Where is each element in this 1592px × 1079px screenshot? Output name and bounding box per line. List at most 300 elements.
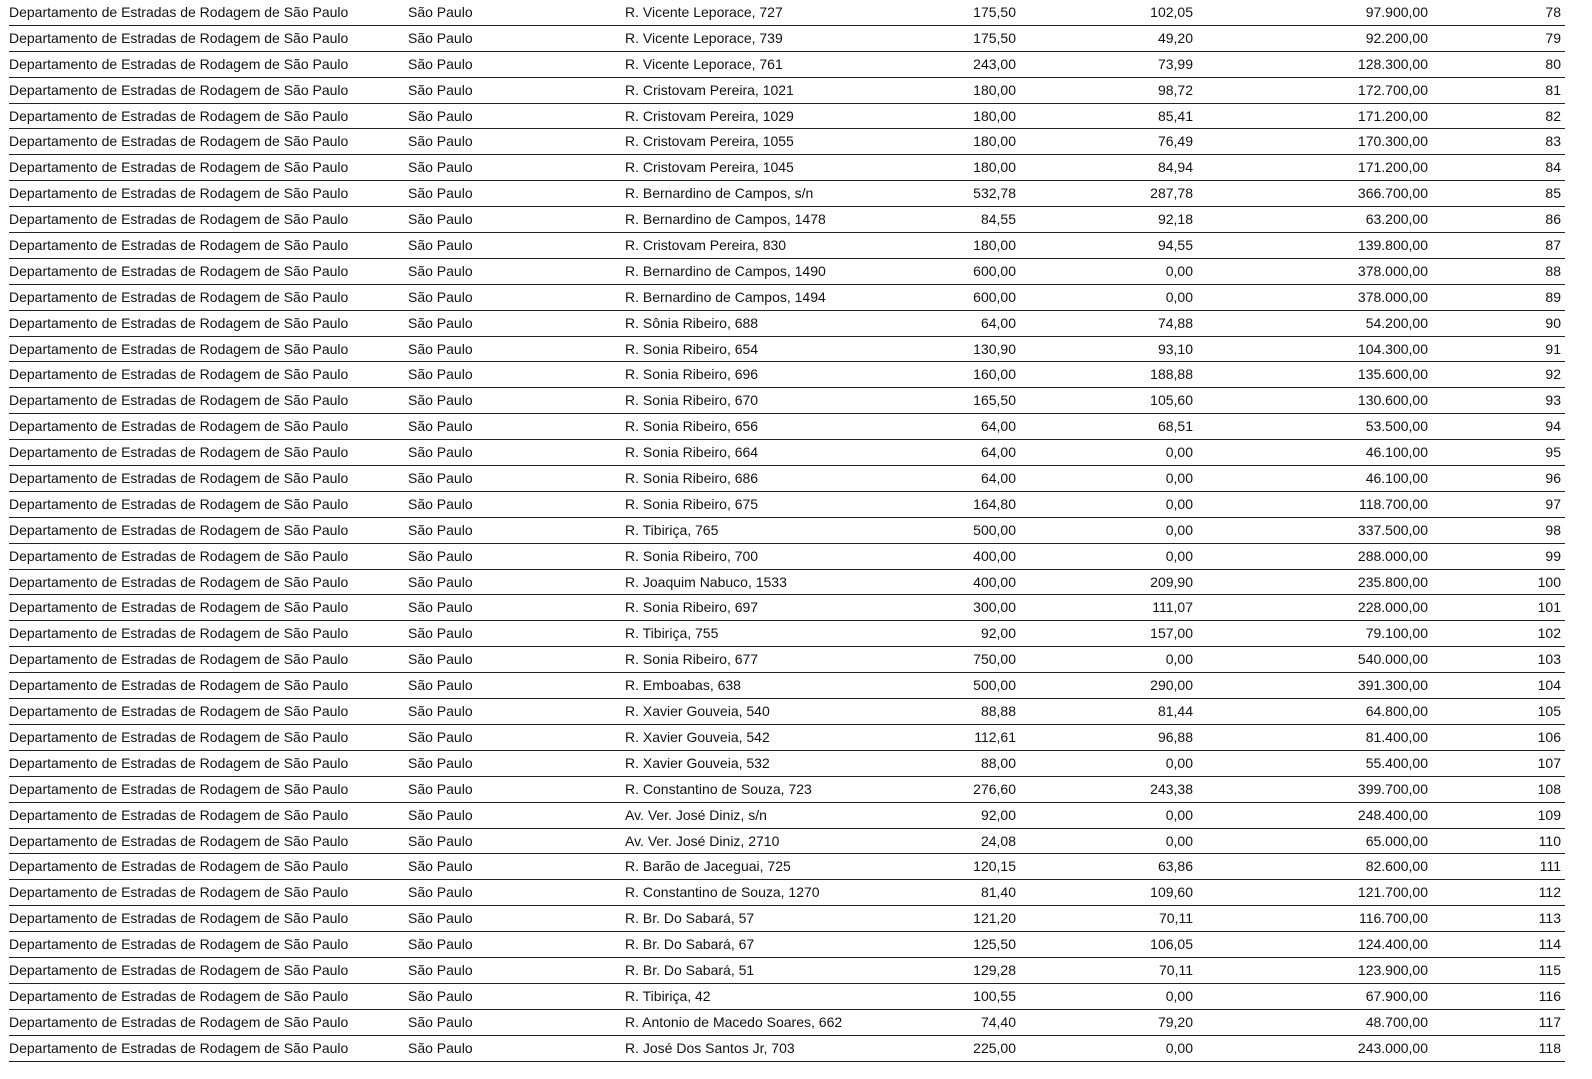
cell-city: São Paulo: [408, 495, 473, 512]
cell-built-area: 0,00: [1165, 806, 1193, 823]
cell-value: 366.700,00: [1357, 185, 1428, 202]
cell-built-area: 0,00: [1165, 262, 1193, 279]
cell-area: 92,00: [980, 625, 1016, 642]
cell-item-number: 113: [1538, 910, 1561, 927]
cell-organization: Departamento de Estradas de Rodagem de São Paulo: [9, 392, 349, 409]
cell-organization: Departamento de Estradas de Rodagem de São Paulo: [9, 547, 349, 564]
cell-area: 165,50: [973, 392, 1016, 409]
cell-built-area: 0,00: [1165, 521, 1193, 538]
cell-value: 46.100,00: [1365, 470, 1428, 487]
cell-area: 129,28: [973, 961, 1016, 978]
cell-value: 248.400,00: [1357, 806, 1428, 823]
table-row: [9, 958, 1565, 984]
cell-area: 164,80: [973, 495, 1016, 512]
cell-item-number: 100: [1537, 573, 1561, 590]
cell-organization: Departamento de Estradas de Rodagem de São Paulo: [9, 159, 349, 176]
cell-address: R. Xavier Gouveia, 540: [625, 703, 770, 720]
cell-city: São Paulo: [408, 936, 473, 953]
cell-item-number: 104: [1537, 677, 1561, 694]
cell-area: 84,55: [980, 211, 1016, 228]
cell-item-number: 98: [1545, 521, 1561, 538]
cell-area: 400,00: [973, 573, 1016, 590]
cell-value: 228.000,00: [1357, 599, 1428, 616]
cell-value: 235.800,00: [1357, 573, 1428, 590]
cell-organization: Departamento de Estradas de Rodagem de São Paulo: [9, 910, 349, 927]
table-row: [9, 854, 1565, 880]
cell-value: 118.700,00: [1358, 495, 1428, 512]
cell-area: 64,00: [980, 314, 1016, 331]
cell-area: 121,20: [973, 910, 1016, 927]
cell-item-number: 94: [1545, 418, 1561, 435]
cell-organization: Departamento de Estradas de Rodagem de São Paulo: [9, 754, 349, 771]
cell-city: São Paulo: [408, 625, 473, 642]
table-row: [9, 233, 1565, 259]
cell-item-number: 90: [1545, 314, 1561, 331]
cell-area: 64,00: [980, 444, 1016, 461]
cell-city: São Paulo: [408, 599, 473, 616]
cell-organization: Departamento de Estradas de Rodagem de São Paulo: [9, 418, 349, 435]
cell-city: São Paulo: [408, 133, 473, 150]
cell-organization: Departamento de Estradas de Rodagem de São Paulo: [9, 133, 349, 150]
cell-city: São Paulo: [408, 237, 473, 254]
cell-address: R. Vicente Leporace, 761: [625, 55, 783, 72]
table-row: [9, 52, 1565, 78]
cell-value: 288.000,00: [1357, 547, 1428, 564]
cell-built-area: 94,55: [1157, 237, 1193, 254]
cell-city: São Paulo: [408, 521, 473, 538]
cell-built-area: 0,00: [1165, 1039, 1193, 1056]
cell-address: R. Sonia Ribeiro, 677: [625, 651, 759, 668]
cell-item-number: 96: [1545, 470, 1561, 487]
cell-item-number: 82: [1545, 107, 1561, 124]
table-row: [9, 466, 1565, 492]
cell-built-area: 84,94: [1157, 159, 1193, 176]
cell-organization: Departamento de Estradas de Rodagem de São Paulo: [9, 107, 349, 124]
cell-area: 500,00: [973, 521, 1016, 538]
cell-city: São Paulo: [408, 884, 473, 901]
cell-area: 180,00: [973, 133, 1016, 150]
table-row: [9, 388, 1565, 414]
table-row: [9, 337, 1565, 363]
cell-address: R. Sonia Ribeiro, 696: [625, 366, 759, 383]
cell-built-area: 109,60: [1150, 884, 1193, 901]
cell-address: R. Xavier Gouveia, 542: [625, 728, 770, 745]
cell-item-number: 87: [1545, 237, 1561, 254]
cell-address: R. Tibiriça, 42: [625, 987, 711, 1004]
cell-item-number: 95: [1545, 444, 1561, 461]
cell-address: R. Cristovam Pereira, 1055: [625, 133, 794, 150]
cell-area: 180,00: [973, 159, 1016, 176]
cell-item-number: 111: [1539, 858, 1561, 875]
table-row: [9, 621, 1565, 647]
cell-address: R. Sonia Ribeiro, 686: [625, 470, 759, 487]
cell-area: 276,60: [973, 780, 1016, 797]
cell-organization: Departamento de Estradas de Rodagem de São Paulo: [9, 832, 349, 849]
cell-value: 121.700,00: [1357, 884, 1428, 901]
cell-organization: Departamento de Estradas de Rodagem de São Paulo: [9, 81, 349, 98]
cell-item-number: 79: [1545, 29, 1561, 46]
cell-address: R. Sonia Ribeiro, 656: [625, 418, 759, 435]
cell-city: São Paulo: [408, 780, 473, 797]
cell-value: 391.300,00: [1357, 677, 1428, 694]
cell-city: São Paulo: [408, 340, 473, 357]
cell-area: 125,50: [973, 936, 1016, 953]
cell-item-number: 108: [1537, 780, 1561, 797]
cell-built-area: 0,00: [1165, 987, 1193, 1004]
cell-item-number: 92: [1545, 366, 1561, 383]
cell-value: 54.200,00: [1365, 314, 1428, 331]
table-row: [9, 673, 1565, 699]
cell-organization: Departamento de Estradas de Rodagem de São Paulo: [9, 858, 349, 875]
cell-city: São Paulo: [408, 262, 473, 279]
cell-organization: Departamento de Estradas de Rodagem de São Paulo: [9, 211, 349, 228]
cell-city: São Paulo: [408, 961, 473, 978]
cell-address: R. Cristovam Pereira, 1021: [625, 81, 794, 98]
cell-built-area: 111,07: [1152, 599, 1193, 616]
cell-organization: Departamento de Estradas de Rodagem de São Paulo: [9, 1039, 349, 1056]
cell-city: São Paulo: [408, 677, 473, 694]
cell-value: 124.400,00: [1357, 936, 1428, 953]
cell-value: 378.000,00: [1357, 262, 1428, 279]
cell-item-number: 78: [1545, 4, 1561, 20]
cell-address: R. Vicente Leporace, 739: [625, 29, 783, 46]
cell-address: R. Sonia Ribeiro, 654: [625, 340, 759, 357]
table-row: [9, 570, 1565, 596]
cell-organization: Departamento de Estradas de Rodagem de São Paulo: [9, 703, 349, 720]
cell-built-area: 81,44: [1157, 703, 1193, 720]
cell-value: 64.800,00: [1365, 703, 1428, 720]
cell-built-area: 68,51: [1157, 418, 1193, 435]
cell-address: R. Sonia Ribeiro, 670: [625, 392, 759, 409]
cell-value: 67.900,00: [1365, 987, 1428, 1004]
table-row: [9, 647, 1565, 673]
cell-address: R. Bernardino de Campos, 1478: [625, 211, 826, 228]
cell-item-number: 91: [1545, 340, 1561, 357]
table-row: [9, 181, 1565, 207]
cell-address: R. Sonia Ribeiro, 664: [625, 444, 759, 461]
cell-city: São Paulo: [408, 185, 473, 202]
cell-item-number: 89: [1545, 288, 1561, 305]
cell-city: São Paulo: [408, 107, 473, 124]
cell-value: 46.100,00: [1365, 444, 1428, 461]
cell-built-area: 209,90: [1150, 573, 1193, 590]
cell-value: 243.000,00: [1357, 1039, 1428, 1056]
cell-built-area: 105,60: [1150, 392, 1193, 409]
cell-organization: Departamento de Estradas de Rodagem de São Paulo: [9, 936, 349, 953]
cell-built-area: 70,11: [1159, 910, 1193, 927]
cell-city: São Paulo: [408, 392, 473, 409]
cell-address: R. Tibiriça, 765: [625, 521, 719, 538]
cell-item-number: 93: [1545, 392, 1561, 409]
cell-item-number: 102: [1537, 625, 1561, 642]
cell-city: São Paulo: [408, 806, 473, 823]
table-row: [9, 829, 1565, 855]
cell-value: 128.300,00: [1357, 55, 1428, 72]
cell-city: São Paulo: [408, 1013, 473, 1030]
cell-area: 24,08: [980, 832, 1016, 849]
cell-address: Av. Ver. José Diniz, s/n: [625, 806, 767, 823]
table-row: [9, 78, 1565, 104]
cell-address: R. Tibiriça, 755: [625, 625, 719, 642]
cell-built-area: 73,99: [1157, 55, 1193, 72]
cell-city: São Paulo: [408, 1039, 473, 1056]
cell-item-number: 81: [1545, 81, 1561, 98]
cell-organization: Departamento de Estradas de Rodagem de São Paulo: [9, 1013, 349, 1030]
cell-built-area: 92,18: [1157, 211, 1193, 228]
cell-built-area: 74,88: [1157, 314, 1193, 331]
cell-area: 243,00: [973, 55, 1016, 72]
cell-area: 130,90: [973, 340, 1016, 357]
cell-organization: Departamento de Estradas de Rodagem de São Paulo: [9, 651, 349, 668]
cell-value: 130.600,00: [1357, 392, 1428, 409]
cell-organization: Departamento de Estradas de Rodagem de São Paulo: [9, 599, 349, 616]
cell-city: São Paulo: [408, 910, 473, 927]
cell-area: 180,00: [973, 81, 1016, 98]
cell-organization: Departamento de Estradas de Rodagem de São Paulo: [9, 780, 349, 797]
cell-built-area: 102,05: [1150, 4, 1193, 20]
cell-built-area: 0,00: [1165, 547, 1193, 564]
cell-organization: Departamento de Estradas de Rodagem de São Paulo: [9, 314, 349, 331]
cell-built-area: 106,05: [1150, 936, 1193, 953]
cell-organization: Departamento de Estradas de Rodagem de São Paulo: [9, 29, 349, 46]
cell-built-area: 63,86: [1157, 858, 1193, 875]
cell-organization: Departamento de Estradas de Rodagem de São Paulo: [9, 470, 349, 487]
table-row: [9, 932, 1565, 958]
cell-organization: Departamento de Estradas de Rodagem de São Paulo: [9, 677, 349, 694]
cell-city: São Paulo: [408, 366, 473, 383]
cell-value: 116.700,00: [1358, 910, 1428, 927]
cell-city: São Paulo: [408, 159, 473, 176]
cell-built-area: 93,10: [1157, 340, 1193, 357]
cell-address: R. Cristovam Pereira, 1029: [625, 107, 794, 124]
cell-area: 180,00: [973, 237, 1016, 254]
table-row: [9, 362, 1565, 388]
table-row: [9, 129, 1565, 155]
cell-organization: Departamento de Estradas de Rodagem de São Paulo: [9, 237, 349, 254]
cell-value: 65.000,00: [1365, 832, 1428, 849]
cell-value: 139.800,00: [1357, 237, 1428, 254]
cell-built-area: 96,88: [1157, 728, 1193, 745]
property-table: [9, 0, 1565, 1062]
cell-organization: Departamento de Estradas de Rodagem de São Paulo: [9, 288, 349, 305]
cell-item-number: 110: [1538, 832, 1561, 849]
table-row: [9, 906, 1565, 932]
table-row: [9, 104, 1565, 130]
cell-city: São Paulo: [408, 858, 473, 875]
table-row: [9, 595, 1565, 621]
table-row: [9, 414, 1565, 440]
cell-item-number: 99: [1545, 547, 1561, 564]
table-row: [9, 311, 1565, 337]
cell-address: R. Cristovam Pereira, 1045: [625, 159, 794, 176]
table-row: [9, 518, 1565, 544]
cell-city: São Paulo: [408, 81, 473, 98]
cell-built-area: 290,00: [1150, 677, 1193, 694]
cell-area: 500,00: [973, 677, 1016, 694]
cell-address: R. Joaquim Nabuco, 1533: [625, 573, 787, 590]
cell-organization: Departamento de Estradas de Rodagem de São Paulo: [9, 55, 349, 72]
table-row: [9, 259, 1565, 285]
table-row: [9, 544, 1565, 570]
cell-address: R. Bernardino de Campos, s/n: [625, 185, 814, 202]
cell-item-number: 117: [1538, 1013, 1561, 1030]
cell-value: 337.500,00: [1357, 521, 1428, 538]
cell-value: 79.100,00: [1365, 625, 1428, 642]
cell-area: 64,00: [980, 418, 1016, 435]
cell-value: 172.700,00: [1357, 81, 1428, 98]
cell-organization: Departamento de Estradas de Rodagem de São Paulo: [9, 521, 349, 538]
table-row: [9, 155, 1565, 181]
cell-city: São Paulo: [408, 987, 473, 1004]
cell-city: São Paulo: [408, 470, 473, 487]
table-row: [9, 0, 1565, 26]
cell-value: 97.900,00: [1365, 4, 1428, 20]
cell-item-number: 106: [1537, 728, 1561, 745]
cell-area: 180,00: [973, 107, 1016, 124]
cell-item-number: 112: [1538, 884, 1561, 901]
cell-area: 92,00: [980, 806, 1016, 823]
cell-value: 82.600,00: [1365, 858, 1428, 875]
cell-area: 81,40: [980, 884, 1016, 901]
cell-organization: Departamento de Estradas de Rodagem de São Paulo: [9, 4, 349, 20]
cell-city: São Paulo: [408, 754, 473, 771]
cell-organization: Departamento de Estradas de Rodagem de São Paulo: [9, 573, 349, 590]
cell-value: 63.200,00: [1365, 211, 1428, 228]
cell-item-number: 85: [1545, 185, 1561, 202]
cell-item-number: 80: [1545, 55, 1561, 72]
table-row: [9, 1010, 1565, 1036]
cell-address: R. Vicente Leporace, 727: [625, 4, 783, 20]
cell-area: 88,88: [980, 703, 1016, 720]
cell-item-number: 103: [1537, 651, 1561, 668]
cell-area: 225,00: [973, 1039, 1016, 1056]
cell-organization: Departamento de Estradas de Rodagem de São Paulo: [9, 366, 349, 383]
cell-city: São Paulo: [408, 573, 473, 590]
cell-value: 53.500,00: [1365, 418, 1428, 435]
table-row: [9, 1036, 1565, 1062]
cell-address: R. Bernardino de Campos, 1494: [625, 288, 826, 305]
table-row: [9, 751, 1565, 777]
cell-area: 160,00: [973, 366, 1016, 383]
cell-value: 170.300,00: [1357, 133, 1428, 150]
cell-built-area: 0,00: [1165, 754, 1193, 771]
cell-built-area: 0,00: [1165, 288, 1193, 305]
cell-area: 64,00: [980, 470, 1016, 487]
cell-address: R. Barão de Jaceguai, 725: [625, 858, 791, 875]
cell-address: R. Sonia Ribeiro, 697: [625, 599, 759, 616]
cell-value: 378.000,00: [1357, 288, 1428, 305]
cell-built-area: 85,41: [1157, 107, 1193, 124]
cell-built-area: 188,88: [1150, 366, 1193, 383]
table-row: [9, 803, 1565, 829]
cell-address: R. Br. Do Sabará, 51: [625, 961, 755, 978]
cell-item-number: 86: [1545, 211, 1561, 228]
cell-organization: Departamento de Estradas de Rodagem de São Paulo: [9, 262, 349, 279]
cell-value: 171.200,00: [1357, 159, 1428, 176]
cell-built-area: 157,00: [1150, 625, 1193, 642]
cell-item-number: 115: [1538, 961, 1561, 978]
cell-city: São Paulo: [408, 728, 473, 745]
cell-area: 600,00: [973, 262, 1016, 279]
cell-area: 74,40: [980, 1013, 1016, 1030]
cell-address: R. Emboabas, 638: [625, 677, 741, 694]
cell-address: Av. Ver. José Diniz, 2710: [625, 832, 780, 849]
cell-city: São Paulo: [408, 211, 473, 228]
cell-address: R. Br. Do Sabará, 67: [625, 936, 755, 953]
cell-city: São Paulo: [408, 444, 473, 461]
table-row: [9, 725, 1565, 751]
cell-value: 104.300,00: [1357, 340, 1428, 357]
cell-address: R. Constantino de Souza, 1270: [625, 884, 820, 901]
cell-organization: Departamento de Estradas de Rodagem de São Paulo: [9, 728, 349, 745]
cell-value: 123.900,00: [1357, 961, 1428, 978]
cell-address: R. Sônia Ribeiro, 688: [625, 314, 759, 331]
cell-city: São Paulo: [408, 288, 473, 305]
cell-area: 300,00: [973, 599, 1016, 616]
table-row: [9, 492, 1565, 518]
cell-item-number: 97: [1545, 495, 1561, 512]
cell-value: 55.400,00: [1365, 754, 1428, 771]
cell-city: São Paulo: [408, 55, 473, 72]
cell-address: R. Antonio de Macedo Soares, 662: [625, 1013, 843, 1030]
cell-address: R. Br. Do Sabará, 57: [625, 910, 755, 927]
cell-item-number: 88: [1545, 262, 1561, 279]
cell-area: 175,50: [973, 29, 1016, 46]
cell-built-area: 0,00: [1165, 832, 1193, 849]
cell-value: 48.700,00: [1365, 1013, 1428, 1030]
cell-area: 532,78: [973, 185, 1016, 202]
table-row: [9, 880, 1565, 906]
cell-value: 135.600,00: [1357, 366, 1428, 383]
cell-address: R. Sonia Ribeiro, 675: [625, 495, 759, 512]
cell-address: R. Sonia Ribeiro, 700: [625, 547, 759, 564]
cell-built-area: 76,49: [1157, 133, 1193, 150]
cell-value: 171.200,00: [1357, 107, 1428, 124]
cell-built-area: 0,00: [1165, 651, 1193, 668]
cell-value: 92.200,00: [1365, 29, 1428, 46]
cell-built-area: 70,11: [1159, 961, 1193, 978]
cell-organization: Departamento de Estradas de Rodagem de São Paulo: [9, 987, 349, 1004]
cell-built-area: 0,00: [1165, 444, 1193, 461]
cell-organization: Departamento de Estradas de Rodagem de São Paulo: [9, 961, 349, 978]
cell-organization: Departamento de Estradas de Rodagem de São Paulo: [9, 495, 349, 512]
table-row: [9, 207, 1565, 233]
cell-address: R. Bernardino de Campos, 1490: [625, 262, 826, 279]
cell-address: R. Constantino de Souza, 723: [625, 780, 812, 797]
cell-item-number: 116: [1538, 987, 1561, 1004]
cell-address: R. Cristovam Pereira, 830: [625, 237, 787, 254]
cell-item-number: 118: [1538, 1039, 1561, 1056]
cell-organization: Departamento de Estradas de Rodagem de São Paulo: [9, 340, 349, 357]
cell-value: 399.700,00: [1357, 780, 1428, 797]
cell-item-number: 114: [1538, 936, 1561, 953]
cell-city: São Paulo: [408, 314, 473, 331]
cell-organization: Departamento de Estradas de Rodagem de São Paulo: [9, 185, 349, 202]
cell-item-number: 84: [1545, 159, 1561, 176]
cell-built-area: 0,00: [1165, 495, 1193, 512]
cell-organization: Departamento de Estradas de Rodagem de São Paulo: [9, 444, 349, 461]
cell-item-number: 101: [1537, 599, 1561, 616]
cell-city: São Paulo: [408, 651, 473, 668]
cell-city: São Paulo: [408, 547, 473, 564]
cell-built-area: 79,20: [1157, 1013, 1193, 1030]
cell-city: São Paulo: [408, 4, 473, 20]
cell-city: São Paulo: [408, 29, 473, 46]
cell-area: 88,00: [980, 754, 1016, 771]
cell-city: São Paulo: [408, 418, 473, 435]
cell-item-number: 83: [1545, 133, 1561, 150]
cell-area: 100,55: [973, 987, 1016, 1004]
